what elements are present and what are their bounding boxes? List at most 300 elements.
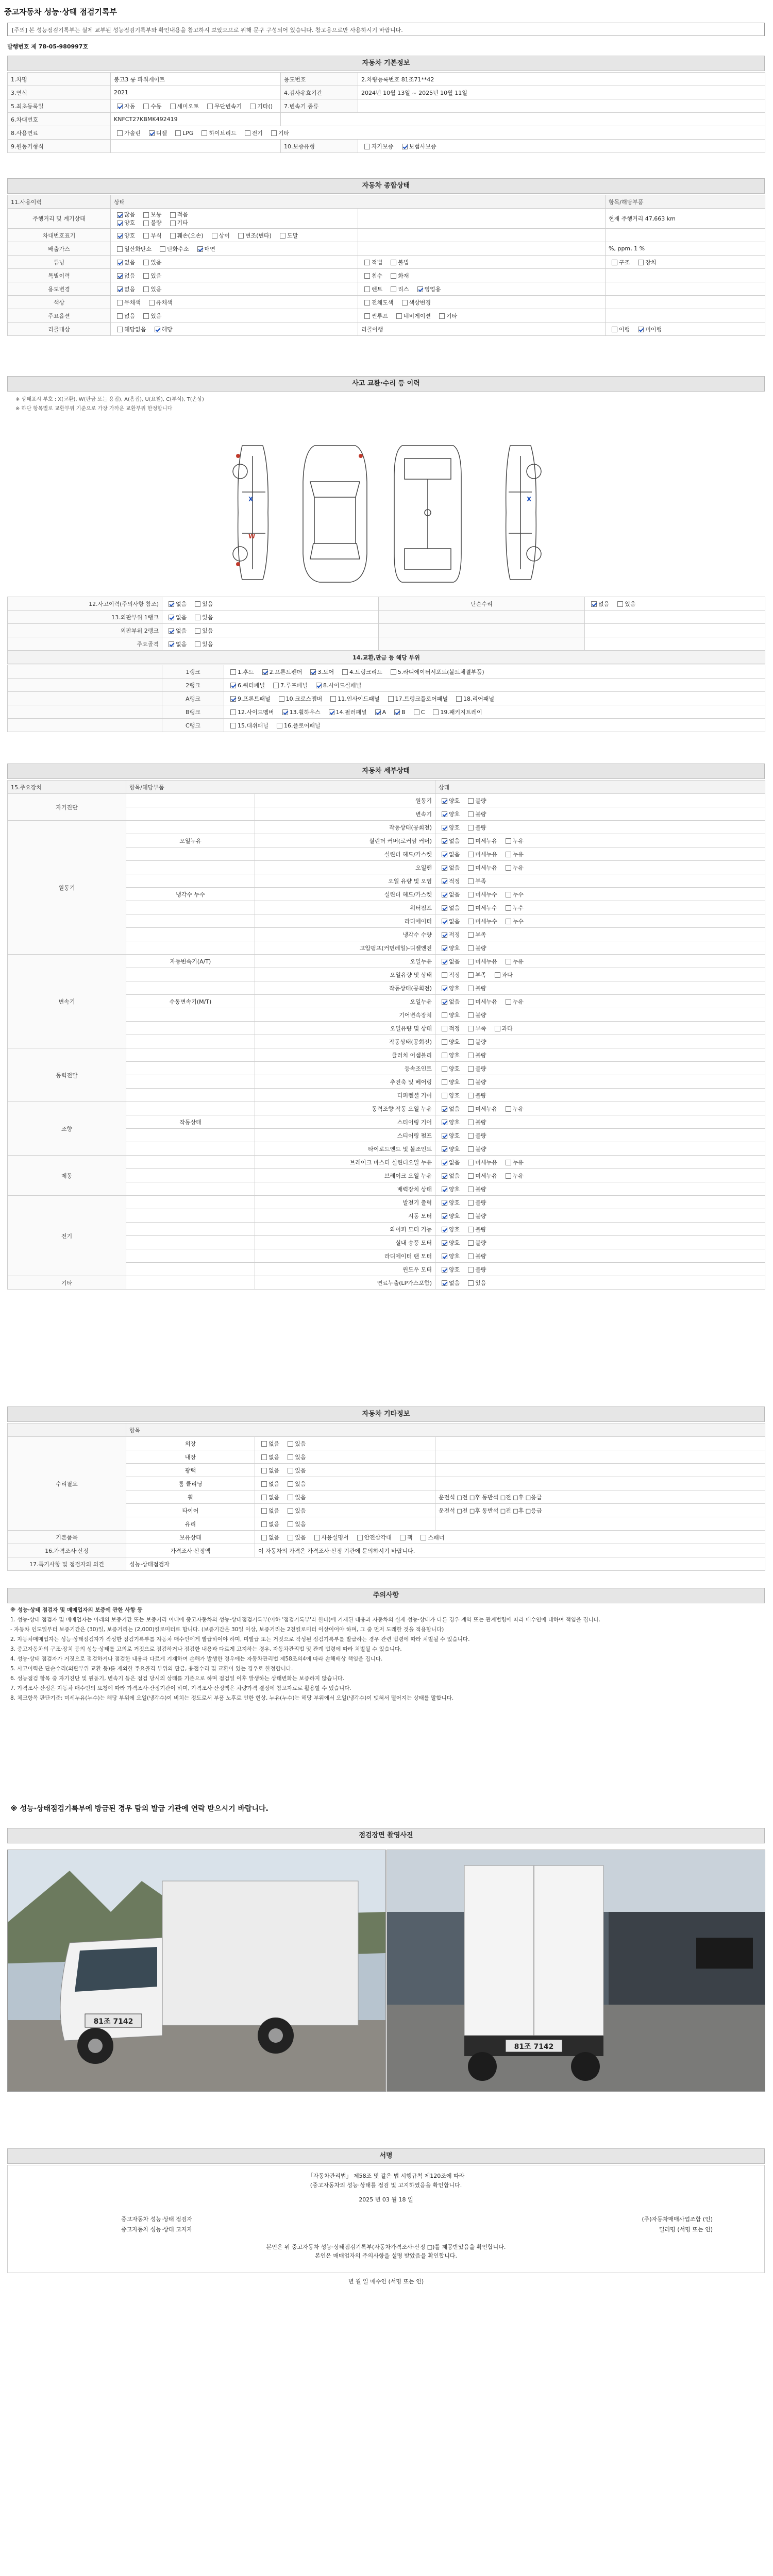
note-paragraph: - 자동차 인도일부터 보증기간은 (30)일, 보증거리는 (2,000)킬로미터로 합니다. (보증기간은 30일 이상, 보증거리는 2천킬로미터 이상이어야 하며, 그 중 먼저 도래한 것을 적용합니다) <box>10 1626 444 1633</box>
detail-subgroup <box>126 874 255 888</box>
detail-options <box>435 941 765 955</box>
detail-subgroup <box>126 1008 255 1022</box>
option <box>439 810 460 818</box>
checkbox-icon <box>442 972 447 978</box>
dealer-name: 딜러명 (서명 또는 인) <box>659 2226 713 2233</box>
option-label: 미이행 <box>645 326 662 333</box>
option <box>465 930 486 939</box>
option <box>114 210 135 218</box>
option <box>361 312 388 320</box>
detail-options <box>435 1062 765 1075</box>
basic-info-title: 자동차 기본정보 <box>7 56 765 71</box>
field-value <box>111 140 281 153</box>
option-label: 없음 <box>449 958 460 965</box>
option-label: 변조(변타) <box>245 232 272 239</box>
option-label: 가솔린 <box>124 129 141 137</box>
checkbox-icon <box>375 709 381 715</box>
option <box>439 1011 460 1019</box>
option-label: 불량 <box>475 1185 486 1193</box>
accident-label: 12.사고이력(주의사항 참조) <box>8 597 162 611</box>
basic-items-label: 기본품목 <box>8 1531 126 1544</box>
option-label: 스패너 <box>428 1534 445 1541</box>
option-label: 없음 <box>449 1172 460 1179</box>
checkbox-icon <box>495 972 500 978</box>
other-extra <box>435 1464 765 1477</box>
option <box>465 904 497 912</box>
option-label: 12.사이드멤버 <box>238 708 274 716</box>
option-label: 불량 <box>475 1226 486 1233</box>
checkbox-icon <box>391 260 396 265</box>
checkbox-icon <box>402 144 408 149</box>
other-options <box>255 1437 435 1450</box>
option <box>465 1131 486 1140</box>
header-bar <box>4 3 769 18</box>
checkbox-icon <box>468 865 474 871</box>
option-label: 불량 <box>475 1078 486 1086</box>
checkbox-icon <box>261 1495 267 1500</box>
option <box>385 694 448 703</box>
option <box>192 613 213 621</box>
option-label: 미세누유 <box>475 1172 497 1179</box>
checkbox-icon <box>456 696 462 702</box>
option-label: 구조 <box>619 259 630 266</box>
detail-group: 동력전달 <box>8 1048 126 1102</box>
checkbox-icon <box>271 130 277 136</box>
other-group: 수리필요 <box>8 1437 126 1531</box>
option <box>227 721 268 730</box>
option-label: 없음 <box>268 1520 280 1528</box>
status-label: 색상 <box>8 296 111 309</box>
option-label: 과다 <box>501 971 513 978</box>
option <box>204 102 242 110</box>
checkbox-icon <box>261 1468 267 1473</box>
option <box>258 1439 279 1448</box>
checkbox-icon <box>288 1521 293 1527</box>
status-detail <box>358 229 606 242</box>
checkbox-icon <box>442 919 447 924</box>
option <box>465 1051 486 1059</box>
option-label: 양호 <box>449 810 460 818</box>
option-label: 미세누유 <box>475 998 497 1005</box>
detail-subgroup <box>126 821 255 834</box>
option <box>465 890 497 899</box>
option-label: 없음 <box>268 1440 280 1447</box>
detail-subgroup <box>126 1156 255 1169</box>
option-label: 양호 <box>449 1078 460 1086</box>
option-label: 누유 <box>512 837 524 844</box>
status-right <box>606 296 765 309</box>
option <box>140 285 161 293</box>
option-label: 5.라디에이터서포트(볼트체결부품) <box>397 668 484 675</box>
detail-subgroup <box>126 928 255 941</box>
checkbox-icon <box>261 1441 267 1447</box>
option <box>417 1533 444 1541</box>
option <box>439 1158 460 1166</box>
checkbox-icon <box>442 999 447 1005</box>
checkbox-icon <box>149 300 155 306</box>
option-label: 수동 <box>150 103 162 110</box>
field-value <box>111 99 281 113</box>
notes-body <box>10 1606 763 1704</box>
checkbox-icon <box>468 798 474 804</box>
option <box>465 957 497 965</box>
detail-part: 스티어링 펌프 <box>255 1129 435 1142</box>
detail-part: 워터펌프 <box>255 901 435 914</box>
option <box>361 285 382 293</box>
detail-subgroup <box>126 1249 255 1263</box>
option <box>439 1145 460 1153</box>
detail-part: 타이로드엔드 및 볼조인트 <box>255 1142 435 1156</box>
option-label: 적법 <box>372 259 383 266</box>
option <box>165 600 187 608</box>
option-label: 누유 <box>512 851 524 858</box>
checkbox-icon <box>117 104 123 109</box>
option <box>258 1466 279 1475</box>
checkbox-icon <box>230 709 236 715</box>
checkbox-icon <box>261 1521 267 1527</box>
detail-subgroup <box>126 1022 255 1035</box>
option <box>399 142 436 150</box>
detail-part: 오일팬 <box>255 861 435 874</box>
detail-options <box>435 1249 765 1263</box>
checkbox-icon <box>442 1012 447 1018</box>
option-label: 자가보증 <box>372 143 394 150</box>
checkbox-icon <box>170 104 176 109</box>
column-header: 항목/해당부품 <box>606 195 765 209</box>
checkbox-icon <box>117 273 123 279</box>
status-right <box>606 323 765 336</box>
option-label: 없음 <box>124 312 136 319</box>
checkbox-icon <box>117 286 123 292</box>
basic-row <box>8 113 765 126</box>
accident-row <box>8 611 765 624</box>
option-label: 있음 <box>202 627 213 634</box>
status-row <box>8 323 765 336</box>
option <box>391 709 406 716</box>
option <box>284 1493 306 1501</box>
checkbox-icon <box>433 709 439 715</box>
option-label: 사용설명서 <box>321 1534 349 1541</box>
option-label: 불량 <box>475 1065 486 1072</box>
detail-options <box>435 914 765 928</box>
option-label: 없음 <box>176 627 187 634</box>
detail-group: 자기진단 <box>8 794 126 821</box>
option <box>465 810 486 818</box>
detail-subgroup: 작동상태 <box>126 1115 255 1129</box>
option <box>247 102 273 110</box>
detail-options <box>435 861 765 874</box>
option-label: 일산화탄소 <box>124 245 152 252</box>
option-label: 없음 <box>176 640 187 648</box>
detail-row <box>8 1048 765 1062</box>
parts-row <box>8 665 765 679</box>
status-right <box>606 256 765 269</box>
option-label: 네비게이션 <box>403 312 431 319</box>
checkbox-icon <box>442 1066 447 1072</box>
accident-legend-2: ※ 하단 항목별로 교환부위 기준으로 가장 가까운 교환부위 한정합니다 <box>15 406 173 412</box>
detail-subgroup <box>126 901 255 914</box>
option-label: 있음 <box>295 1494 306 1501</box>
option-label: 9.프론트패널 <box>238 695 271 702</box>
detail-part: 연료누출(LP가스포함) <box>255 1276 435 1290</box>
checkbox-icon <box>468 1093 474 1098</box>
checkbox-icon <box>143 212 149 218</box>
checkbox-icon <box>143 221 149 226</box>
option-label: 렌트 <box>372 285 383 293</box>
option <box>167 102 199 110</box>
option <box>165 626 187 635</box>
option <box>439 1064 460 1073</box>
option <box>439 971 460 979</box>
option <box>399 298 431 307</box>
checkbox-icon <box>117 212 123 218</box>
option <box>430 708 482 716</box>
option-label: 14.필러패널 <box>335 708 367 716</box>
detail-part: 디퍼렌셜 기어 <box>255 1089 435 1102</box>
other-table <box>7 1423 765 1571</box>
option <box>439 957 460 965</box>
option-label: 없음 <box>449 837 460 844</box>
checkbox-icon <box>468 1079 474 1085</box>
checkbox-icon <box>169 641 174 647</box>
status-detail: 리콜이행 <box>358 323 606 336</box>
option <box>388 285 409 293</box>
option <box>502 850 524 858</box>
basic-row <box>8 126 765 140</box>
detail-options <box>435 1209 765 1223</box>
option <box>274 721 321 730</box>
detail-options <box>435 1115 765 1129</box>
detail-subgroup <box>126 1236 255 1249</box>
other-part: 외장 <box>126 1437 255 1450</box>
option <box>439 1172 460 1180</box>
detail-subgroup <box>126 794 255 807</box>
checkbox-icon <box>391 286 396 292</box>
option-label: 적음 <box>177 211 188 218</box>
option <box>465 837 497 845</box>
checkbox-icon <box>442 932 447 938</box>
option-label: 불량 <box>475 1038 486 1045</box>
checkbox-icon <box>468 1187 474 1192</box>
checkbox-icon <box>617 601 623 607</box>
option-label: 16.플로어패널 <box>284 722 321 729</box>
detail-subgroup <box>126 1062 255 1075</box>
option <box>284 1439 306 1448</box>
checkbox-icon <box>468 1227 474 1232</box>
checkbox-icon <box>468 932 474 938</box>
option-label: 11.인사이드패널 <box>338 695 380 702</box>
checkbox-icon <box>364 260 370 265</box>
detail-part: 작동상태(공회전) <box>255 1035 435 1048</box>
field-value: KNFCT27KBMK492419 <box>111 113 281 126</box>
status-detail <box>358 242 606 256</box>
detail-subgroup <box>126 1276 255 1290</box>
basic-row <box>8 73 765 86</box>
option <box>439 1239 460 1247</box>
other-part: 광택 <box>126 1464 255 1477</box>
option-label: 적정 <box>449 931 460 938</box>
option <box>259 668 303 676</box>
option-label: 화재 <box>398 272 409 279</box>
option <box>436 312 457 320</box>
checkbox-icon <box>170 221 176 226</box>
checkbox-icon <box>169 615 174 620</box>
status-label: 주행거리 및 계기상태 <box>8 209 111 229</box>
detail-row <box>8 1196 765 1209</box>
checkbox-icon <box>282 709 288 715</box>
car-diagram <box>222 435 551 590</box>
checkbox-icon <box>468 1039 474 1045</box>
checkbox-icon <box>442 1253 447 1259</box>
parts-title: 14.교환,판금 등 해당 부위 <box>8 651 765 664</box>
option-label: 불량 <box>475 797 486 804</box>
checkbox-icon <box>195 628 200 634</box>
option <box>284 1466 306 1475</box>
option <box>227 668 254 676</box>
checkbox-icon <box>230 723 236 728</box>
detail-row <box>8 1102 765 1115</box>
option <box>465 1279 486 1287</box>
field-label: 5.최초등록일 <box>8 99 111 113</box>
confirm-line-2: 본인은 매매업자의 주의사항을 설명 받았음을 확인합니다. <box>314 2252 457 2259</box>
detail-table <box>7 780 765 1290</box>
option-label: 양호 <box>449 1052 460 1059</box>
checkbox-icon <box>468 878 474 884</box>
status-right: 현재 주행거리 47,663 km <box>606 209 765 229</box>
detail-subgroup <box>126 968 255 981</box>
detail-options <box>435 848 765 861</box>
detail-group: 제동 <box>8 1156 126 1196</box>
option <box>502 890 524 899</box>
option <box>361 142 394 150</box>
option-label: 양호 <box>449 1011 460 1019</box>
option-label: C <box>421 708 425 716</box>
detail-subgroup: 오일누유 <box>126 834 255 848</box>
checkbox-icon <box>230 683 236 688</box>
option-label: 불량 <box>475 1145 486 1153</box>
checkbox-icon <box>506 905 511 911</box>
parts-group <box>8 705 162 719</box>
detail-options <box>435 928 765 941</box>
checkbox-icon <box>230 696 236 702</box>
option <box>439 1212 460 1220</box>
option <box>311 1533 349 1541</box>
option-label: 18.리어패널 <box>463 695 495 702</box>
option <box>227 708 274 716</box>
notes-list <box>10 1616 763 1702</box>
checkbox-icon <box>442 945 447 951</box>
price-label-2: 가격조사·산정액 <box>126 1544 255 1557</box>
detail-options <box>435 1196 765 1209</box>
checkbox-icon <box>143 273 149 279</box>
parts-row <box>8 705 765 719</box>
detail-options <box>435 968 765 981</box>
sign-title: 서명 <box>7 2148 765 2164</box>
option <box>439 1252 460 1260</box>
checkbox-icon <box>197 246 203 252</box>
option-label: 없음 <box>449 998 460 1005</box>
option-label: 있음 <box>295 1520 306 1528</box>
status-label: 주요옵션 <box>8 309 111 323</box>
option <box>465 1078 486 1086</box>
option-label: 2.프론트펜더 <box>269 668 303 675</box>
detail-options <box>435 1075 765 1089</box>
detail-part: 등속조인트 <box>255 1062 435 1075</box>
detail-options <box>435 1182 765 1196</box>
detail-row <box>8 955 765 968</box>
option-label: 불법 <box>398 259 409 266</box>
option-label: 1.후드 <box>238 668 254 675</box>
sign-line-1: 「자동차관리법」 제58조 및 같은 법 시행규칙 제120조에 따라 <box>307 2173 465 2179</box>
checkbox-icon <box>468 1253 474 1259</box>
option <box>339 668 382 676</box>
option <box>465 1158 497 1166</box>
parts-row <box>8 679 765 692</box>
parts-row <box>8 719 765 732</box>
option-label: 불량 <box>475 1239 486 1246</box>
status-title: 자동차 종합상태 <box>7 178 765 194</box>
notes-title: 주의사항 <box>7 1588 765 1603</box>
option-label: 불량 <box>475 1199 486 1206</box>
accident-options <box>162 624 379 637</box>
other-options <box>255 1464 435 1477</box>
option-label: 디젤 <box>156 129 167 137</box>
accident-options <box>162 597 379 611</box>
option <box>502 1172 524 1180</box>
checkbox-icon <box>442 1106 447 1112</box>
option-label: 과다 <box>501 1025 513 1032</box>
field-label: 3.연식 <box>8 86 111 99</box>
field-label: 용도번호 <box>281 73 358 86</box>
option <box>152 325 173 333</box>
option <box>465 1225 486 1233</box>
note-paragraph: 3. 중고자동차의 구조·장치 등의 성능·상태를 고의로 거짓으로 점검하거나 점검한 내용과 다르게 고지하는 경우, 자동차관리법 및 관계 법령에 따라 처벌될 수 있습니다. <box>10 1646 402 1652</box>
accident-options-2 <box>585 597 765 611</box>
option <box>140 210 161 218</box>
option <box>361 298 394 307</box>
option-label: 많음 <box>124 211 136 218</box>
status-options <box>111 282 358 296</box>
detail-subgroup <box>126 848 255 861</box>
accident-label-2 <box>379 624 585 637</box>
option <box>194 245 215 253</box>
option-label: 없음 <box>124 285 136 293</box>
other-extra: 운전석 □전 □후 동반석 □전 □후 □응급 <box>435 1504 765 1517</box>
option <box>313 681 361 689</box>
option-label: 영업용 <box>424 285 441 293</box>
option-label: 리스 <box>398 285 409 293</box>
field-value: 2024년 10월 13일 ~ 2025년 10월 11일 <box>358 86 765 99</box>
sign-date: 2025 년 03 월 18 일 <box>359 2196 413 2203</box>
other-extra <box>435 1437 765 1450</box>
option-label: B <box>401 708 406 716</box>
option-label: 있음 <box>202 600 213 607</box>
checkbox-icon <box>175 130 181 136</box>
field-label: 4.검사유효기간 <box>281 86 358 99</box>
option <box>388 258 409 266</box>
option-label: 적정 <box>449 877 460 885</box>
note-paragraph: 5. 사고이력은 단순수리(외판부위 교환 등)를 제외한 주요골격 부위의 판금, 용접수리 및 교환이 있는 경우로 한정합니다. <box>10 1666 293 1672</box>
other-row <box>8 1437 765 1450</box>
detail-options <box>435 1048 765 1062</box>
option-label: 유채색 <box>156 299 173 306</box>
parts-table <box>7 665 765 732</box>
option-label: 상이 <box>219 232 230 239</box>
option-label: 없음 <box>598 600 610 607</box>
status-detail <box>358 256 606 269</box>
status-row <box>8 309 765 323</box>
checkbox-icon <box>506 1106 511 1112</box>
